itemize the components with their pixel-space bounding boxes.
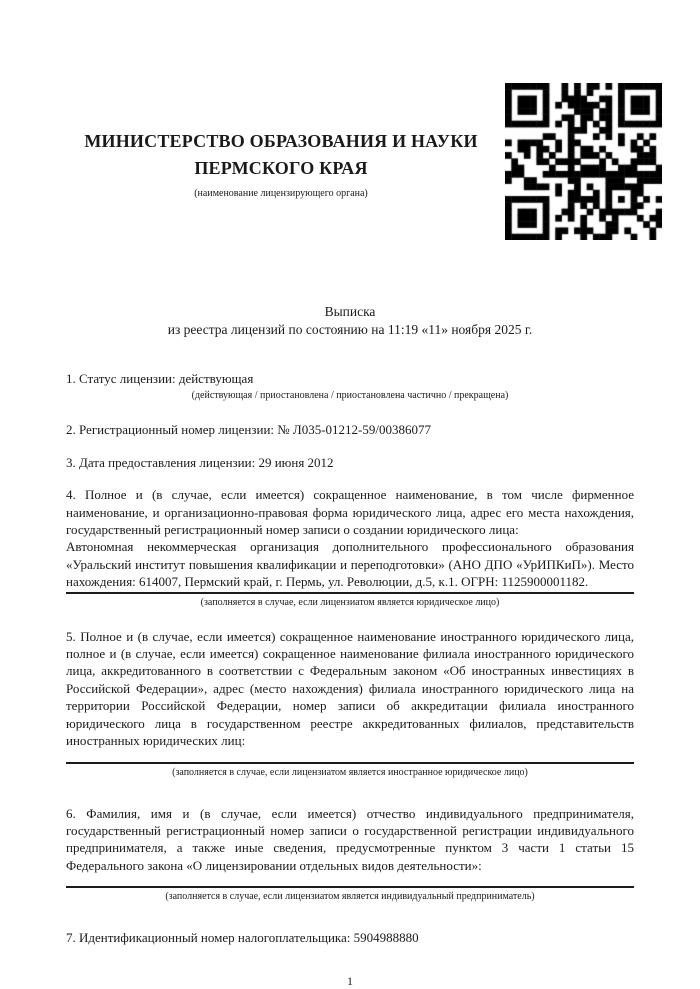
page-number: 1 — [347, 973, 353, 988]
field-taxpayer-id-label: 7. Идентификационный номер налогоплательщика: 5904988880 — [66, 930, 419, 946]
field-legal-entity-label: 4. Полное и (в случае, если имеется) сокращенное наименование, в том числе фирменное наименование, и организационно-правовая форма юридического лица, адрес его места нахождения, государственный регистрационный номер записи о создании юридического лица: — [66, 487, 634, 538]
field-license-status-label: 1. Статус лицензии: действующая — [66, 371, 254, 386]
field-foreign-entity-label: 5. Полное и (в случае, если имеется) сокращенное наименование иностранного юридического лица, полное и (в случае, если имеется) сокращенное наименование филиала иностранного юридического лица, аккредитованного в соответствии с Федеральным законом «Об иностранных инвестициях в Российской Федерации», адрес (место нахождения) филиала иностранного юридического лица на территории Российской Федерации, номер записи об аккредитации филиала иностранного юридического лица в государственном реестре аккредитованных филиалов, представительств иностранных юридических лиц: — [66, 628, 634, 749]
field-individual-entrepreneur-label: 6. Фамилия, имя и (в случае, если имеется) отчество индивидуального предпринимателя, государственный регистрационный номер записи о государственной регистрации индивидуального предпринимателя, а также иные сведения, предусмотренные пунктом 3 части 1 статьи 15 Федерального закона «О лицензировании отдельных видов деятельности»: — [66, 805, 634, 873]
field-individual-entrepreneur — [66, 805, 634, 904]
qr-code — [505, 83, 662, 240]
document-title-line1: Выписка — [324, 304, 376, 319]
field-foreign-entity-note: (заполняется в случае, если лицензиатом является иностранное юридическое лицо) — [172, 766, 528, 778]
ministry-name-line2: ПЕРМСКОГО КРАЯ — [194, 158, 368, 178]
document-title-line2: из реестра лицензий по состоянию на 11:19 «11» ноября 2025 г. — [167, 322, 533, 337]
field-license-status — [66, 370, 634, 402]
field-license-status-note: (действующая / приостановлена / приостановлена частично / прекращена) — [191, 390, 509, 402]
field-grant-date-label: 3. Дата предоставления лицензии: 29 июня 2012 — [66, 454, 334, 470]
licensing-authority — [66, 128, 496, 200]
field-registration-number-label: 2. Регистрационный номер лицензии: № Л035-01212-59/00386077 — [66, 422, 432, 438]
field-legal-entity-value: Автономная некоммерческая организация дополнительного профессионального образования «Уральский институт повышения квалификации и переподготовки» (АНО ДПО «УрИПКиП»). Место нахождения: 614007, Пермский край, г. Пермь, ул. Революции, д.5, к.1. ОГРН: 1125900001182. — [66, 539, 634, 590]
document-header — [66, 0, 634, 240]
field-taxpayer-id — [66, 929, 634, 946]
field-foreign-entity-value — [66, 750, 634, 764]
field-foreign-entity — [66, 628, 634, 779]
field-legal-entity-note: (заполняется в случае, если лицензиатом является юридическое лицо) — [200, 596, 500, 608]
field-individual-entrepreneur-note: (заполняется в случае, если лицензиатом является индивидуальный предприниматель) — [165, 891, 535, 903]
field-registration-number — [66, 421, 634, 438]
field-grant-date — [66, 454, 634, 471]
field-individual-entrepreneur-value — [66, 874, 634, 888]
field-legal-entity — [66, 486, 634, 608]
licensing-authority-caption: (наименование лицензирующего органа) — [194, 188, 368, 199]
document-title — [66, 303, 634, 339]
ministry-name-line1: МИНИСТЕРСТВО ОБРАЗОВАНИЯ И НАУКИ — [84, 131, 478, 151]
